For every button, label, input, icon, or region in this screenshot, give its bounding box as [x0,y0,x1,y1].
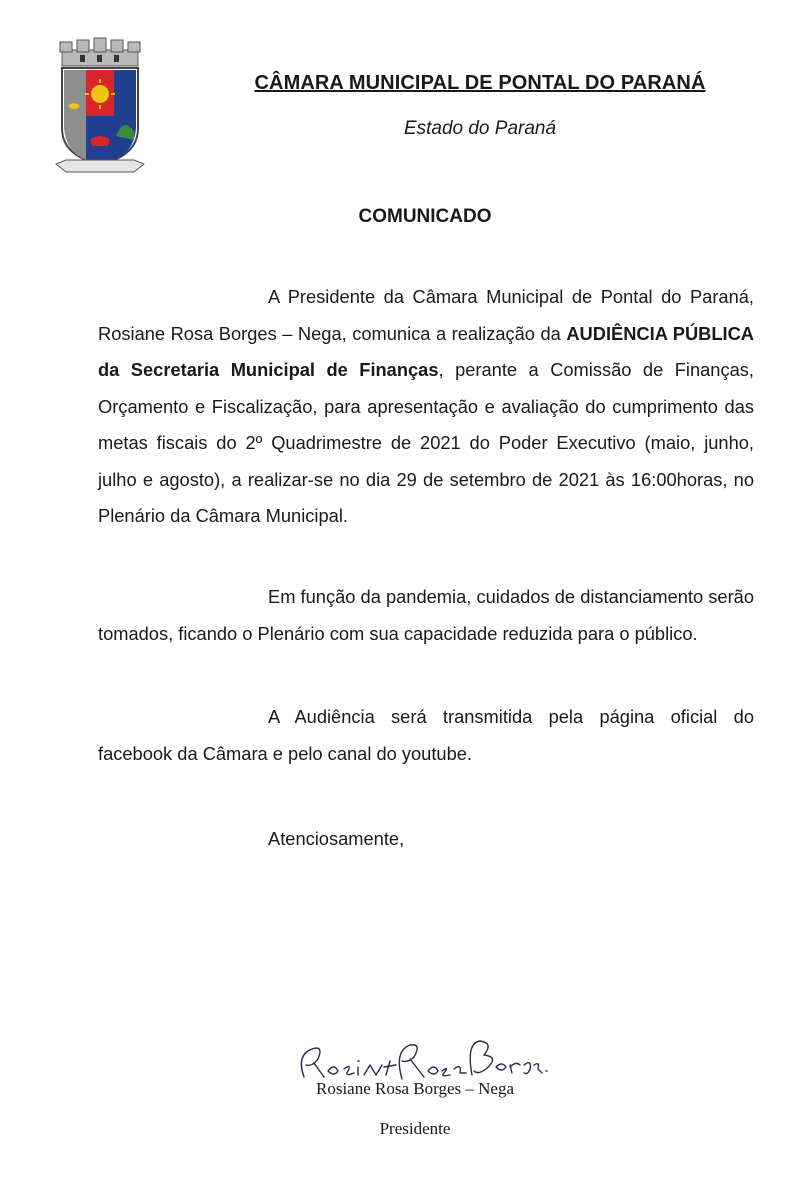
handwritten-signature [290,1025,550,1085]
announcement-paragraph-1 [98,279,754,535]
signatory-role: Presidente [379,1119,451,1138]
pandemic-notice: Em função da pandemia, cuidados de distanciamento serão tomados, ficando o Plenário com sua capacidade reduzida para o público. [98,586,754,644]
state-subtitle: Estado do Paraná [403,118,557,139]
signatory-name: Rosiane Rosa Borges – Nega [316,1079,514,1098]
document-heading: COMUNICADO [358,206,492,227]
chamber-title: CÂMARA MUNICIPAL DE PONTAL DO PARANÁ [254,72,706,94]
hearing-highlight: AUDIÊNCIA PÚBLICA da Secretaria Municipal de Finanças [98,322,754,380]
paragraph-1-text-start: A Presidente da Câmara Municipal de Pontal do Paraná, Rosiane Rosa Borges – Nega, comunica a realização da [98,286,754,344]
paragraph-1-text-end: , perante a Comissão de Finanças, Orçamento e Fiscalização, para apresentação e avaliação do cumprimento das metas fiscais do 2º Quadrimestre de 2021 do Poder Executivo (maio, junho, julho e agosto), a realizar-se no dia 29 de setembro de 2021 às 16:00horas, no Plenário da Câmara Municipal. [98,359,754,526]
broadcast-notice: A Audiência será transmitida pela página oficial do facebook da Câmara e pelo canal do youtube. [98,706,754,764]
announcement-paragraph-3 [98,699,754,772]
coat-of-arms-icon [50,36,150,178]
announcement-paragraph-2 [98,579,754,652]
closing-salutation: Atenciosamente, [268,828,405,849]
